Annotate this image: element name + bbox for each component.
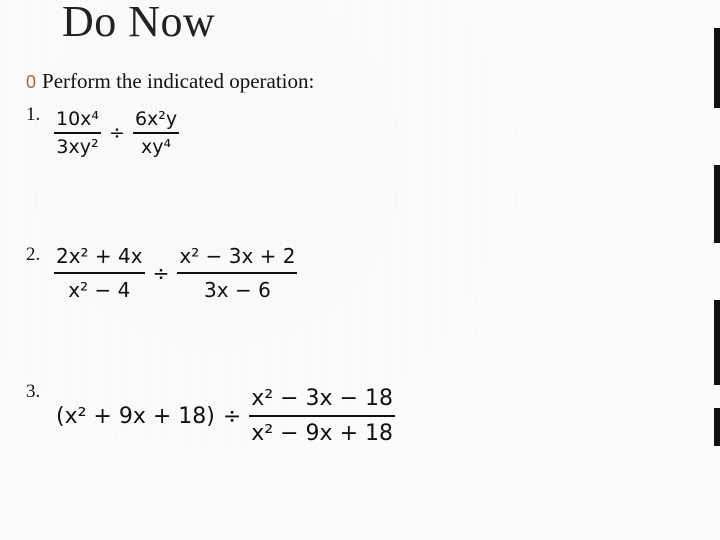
denominator: xy⁴: [141, 136, 172, 158]
numerator: 10x⁴: [56, 108, 100, 130]
numerator: x² − 3x − 18: [251, 386, 393, 411]
denominator: x² − 9x + 18: [251, 421, 393, 446]
edge-decoration: [714, 408, 720, 446]
fraction: [54, 108, 101, 158]
slide-title: Do Now: [62, 0, 216, 46]
bullet-marker: 0: [26, 72, 37, 92]
fraction: [133, 108, 179, 158]
problem-3-expression: [56, 386, 395, 446]
denominator: 3x − 6: [204, 278, 271, 302]
division-operator: ÷: [222, 403, 242, 429]
instruction-line: [26, 68, 314, 95]
instruction-text: Perform the indicated operation:: [42, 69, 315, 93]
problem-number: 2.: [26, 244, 41, 265]
numerator: 6x²y: [134, 108, 178, 130]
numerator: 2x² + 4x: [56, 244, 143, 268]
edge-decoration: [714, 300, 720, 385]
fraction: [177, 244, 297, 302]
edge-decoration: [714, 165, 720, 243]
denominator: x² − 4: [68, 278, 131, 302]
problem-number: 1.: [26, 104, 41, 125]
division-operator: ÷: [152, 261, 170, 285]
problem-1-expression: [54, 108, 179, 158]
fraction: [249, 386, 395, 446]
division-operator: ÷: [109, 122, 125, 144]
problem-2-expression: [54, 244, 297, 302]
polynomial-term: (x² + 9x + 18): [56, 403, 215, 429]
numerator: x² − 3x + 2: [179, 244, 296, 268]
edge-decoration: [714, 28, 720, 108]
denominator: 3xy²: [56, 136, 99, 158]
fraction: [54, 244, 145, 302]
problem-number: 3.: [26, 381, 41, 402]
